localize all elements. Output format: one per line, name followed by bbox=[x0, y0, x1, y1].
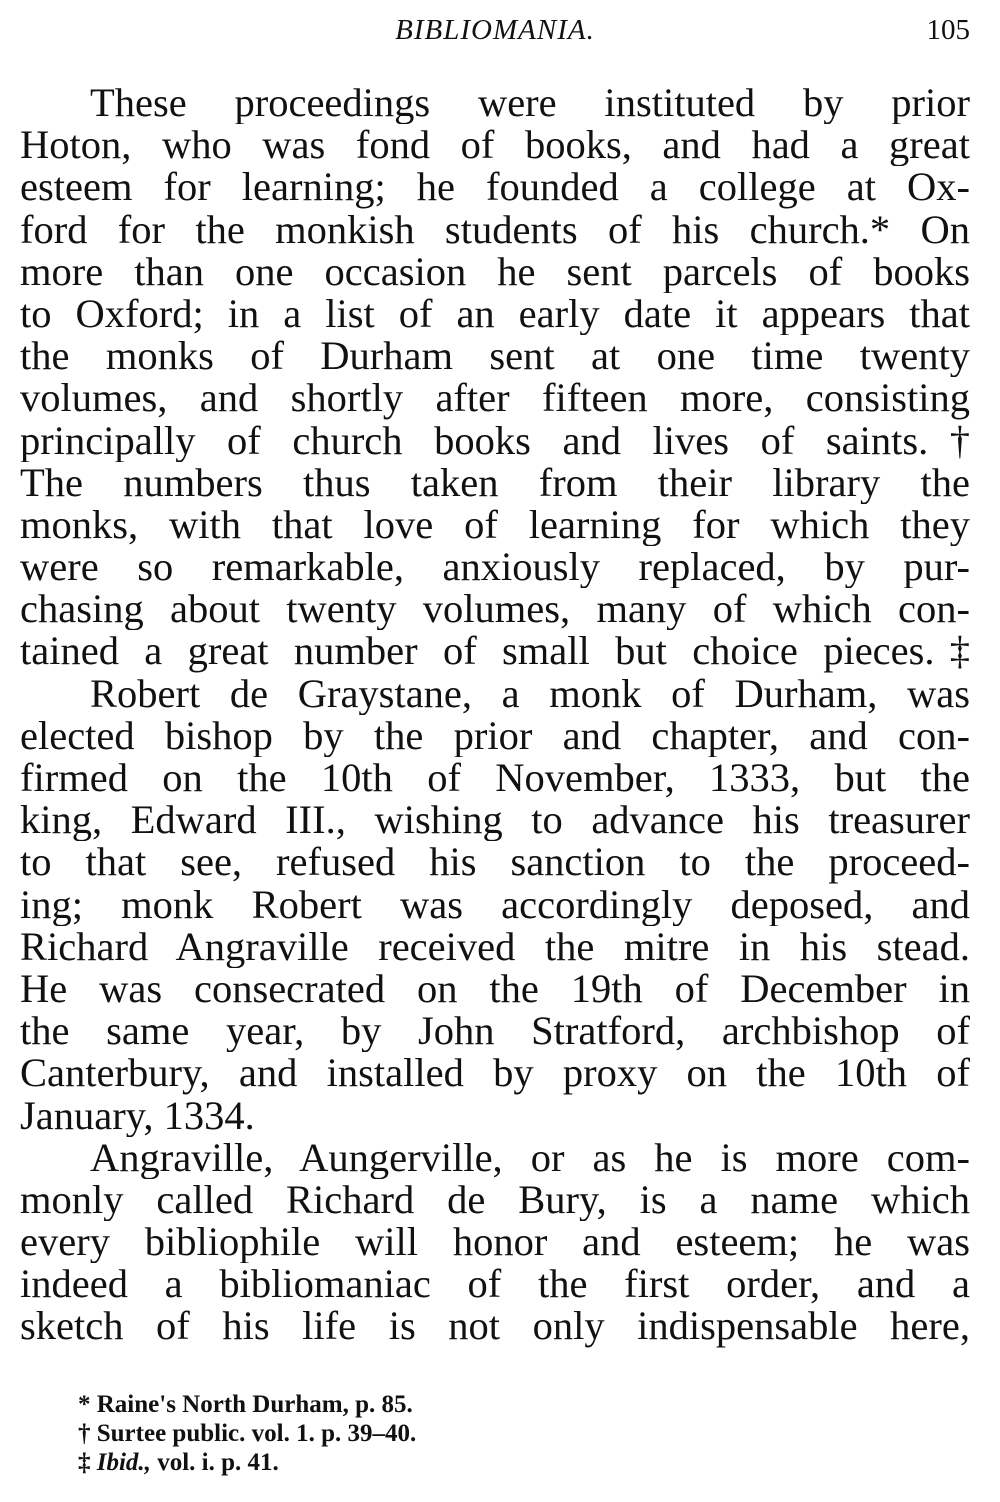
text-line: monks, with that love of learning for which they bbox=[20, 503, 970, 547]
text-line: Richard Angraville received the mitre in his stead. bbox=[20, 925, 970, 968]
footnote-2: † Surtee public. vol. 1. p. 39–40. bbox=[78, 1420, 417, 1447]
text-line: elected bishop by the prior and chapter, and con- bbox=[20, 714, 970, 757]
text-line: Canterbury, and installed by proxy on the 10th of bbox=[20, 1052, 970, 1095]
text-line: January, 1334. bbox=[20, 1094, 255, 1137]
text-line: every bibliophile will honor and esteem; he was bbox=[20, 1221, 970, 1264]
footnote-1: * Raine's North Durham, p. 85. bbox=[78, 1391, 413, 1418]
text-line: volumes, and shortly after fifteen more, consisting bbox=[20, 377, 970, 420]
text-line: the monks of Durham sent at one time twenty bbox=[20, 335, 970, 378]
body-text bbox=[20, 82, 970, 1348]
text-line: He was consecrated on the 19th of December in bbox=[20, 967, 970, 1011]
footnote-3-ref: vol. i. p. 41. bbox=[157, 1449, 279, 1476]
text-line: These proceedings were instituted by prior bbox=[90, 82, 970, 125]
text-line: to that see, refused his sanction to the proceed- bbox=[20, 841, 970, 884]
text-line: more than one occasion he sent parcels of books bbox=[20, 250, 970, 293]
text-line: Robert de Graystane, a monk of Durham, was bbox=[90, 672, 970, 715]
book-page bbox=[20, 0, 970, 1502]
text-line: monly called Richard de Bury, is a name which bbox=[20, 1178, 970, 1222]
footnote-3-mark: ‡ bbox=[78, 1449, 91, 1476]
text-line: Angraville, Aungerville, or as he is more com- bbox=[90, 1136, 970, 1179]
text-line: chasing about twenty volumes, many of which con- bbox=[20, 588, 970, 631]
text-line: indeed a bibliomaniac of the first order, and a bbox=[20, 1263, 970, 1306]
text-line: Hoton, who was fond of books, and had a great bbox=[20, 124, 970, 167]
text-line: to Oxford; in a list of an early date it appears that bbox=[20, 292, 970, 336]
running-title: BIBLIOMANIA. bbox=[395, 14, 595, 46]
text-line: ing; monk Robert was accordingly deposed, and bbox=[20, 883, 970, 926]
text-line: The numbers thus taken from their library the bbox=[20, 461, 970, 504]
text-line: firmed on the 10th of November, 1333, but the bbox=[20, 757, 970, 800]
text-line: sketch of his life is not only indispensable here, bbox=[20, 1305, 970, 1348]
text-line: esteem for learning; he founded a college at Ox- bbox=[20, 166, 970, 209]
text-line: were so remarkable, anxiously replaced, by pur- bbox=[20, 546, 970, 589]
footnote-3-ibid: Ibid., bbox=[96, 1449, 151, 1476]
footnote-3 bbox=[78, 1448, 958, 1477]
text-line: king, Edward III., wishing to advance his treasurer bbox=[20, 799, 970, 842]
text-line: principally of church books and lives of saints.† bbox=[20, 419, 970, 462]
running-head bbox=[20, 14, 970, 54]
page-number: 105 bbox=[926, 14, 970, 46]
text-line: ford for the monkish students of his church.* On bbox=[20, 208, 970, 251]
text-line: tained a great number of small but choice pieces.‡ bbox=[20, 630, 970, 673]
footnotes bbox=[78, 1390, 958, 1477]
text-line: the same year, by John Stratford, archbishop of bbox=[20, 1010, 970, 1053]
